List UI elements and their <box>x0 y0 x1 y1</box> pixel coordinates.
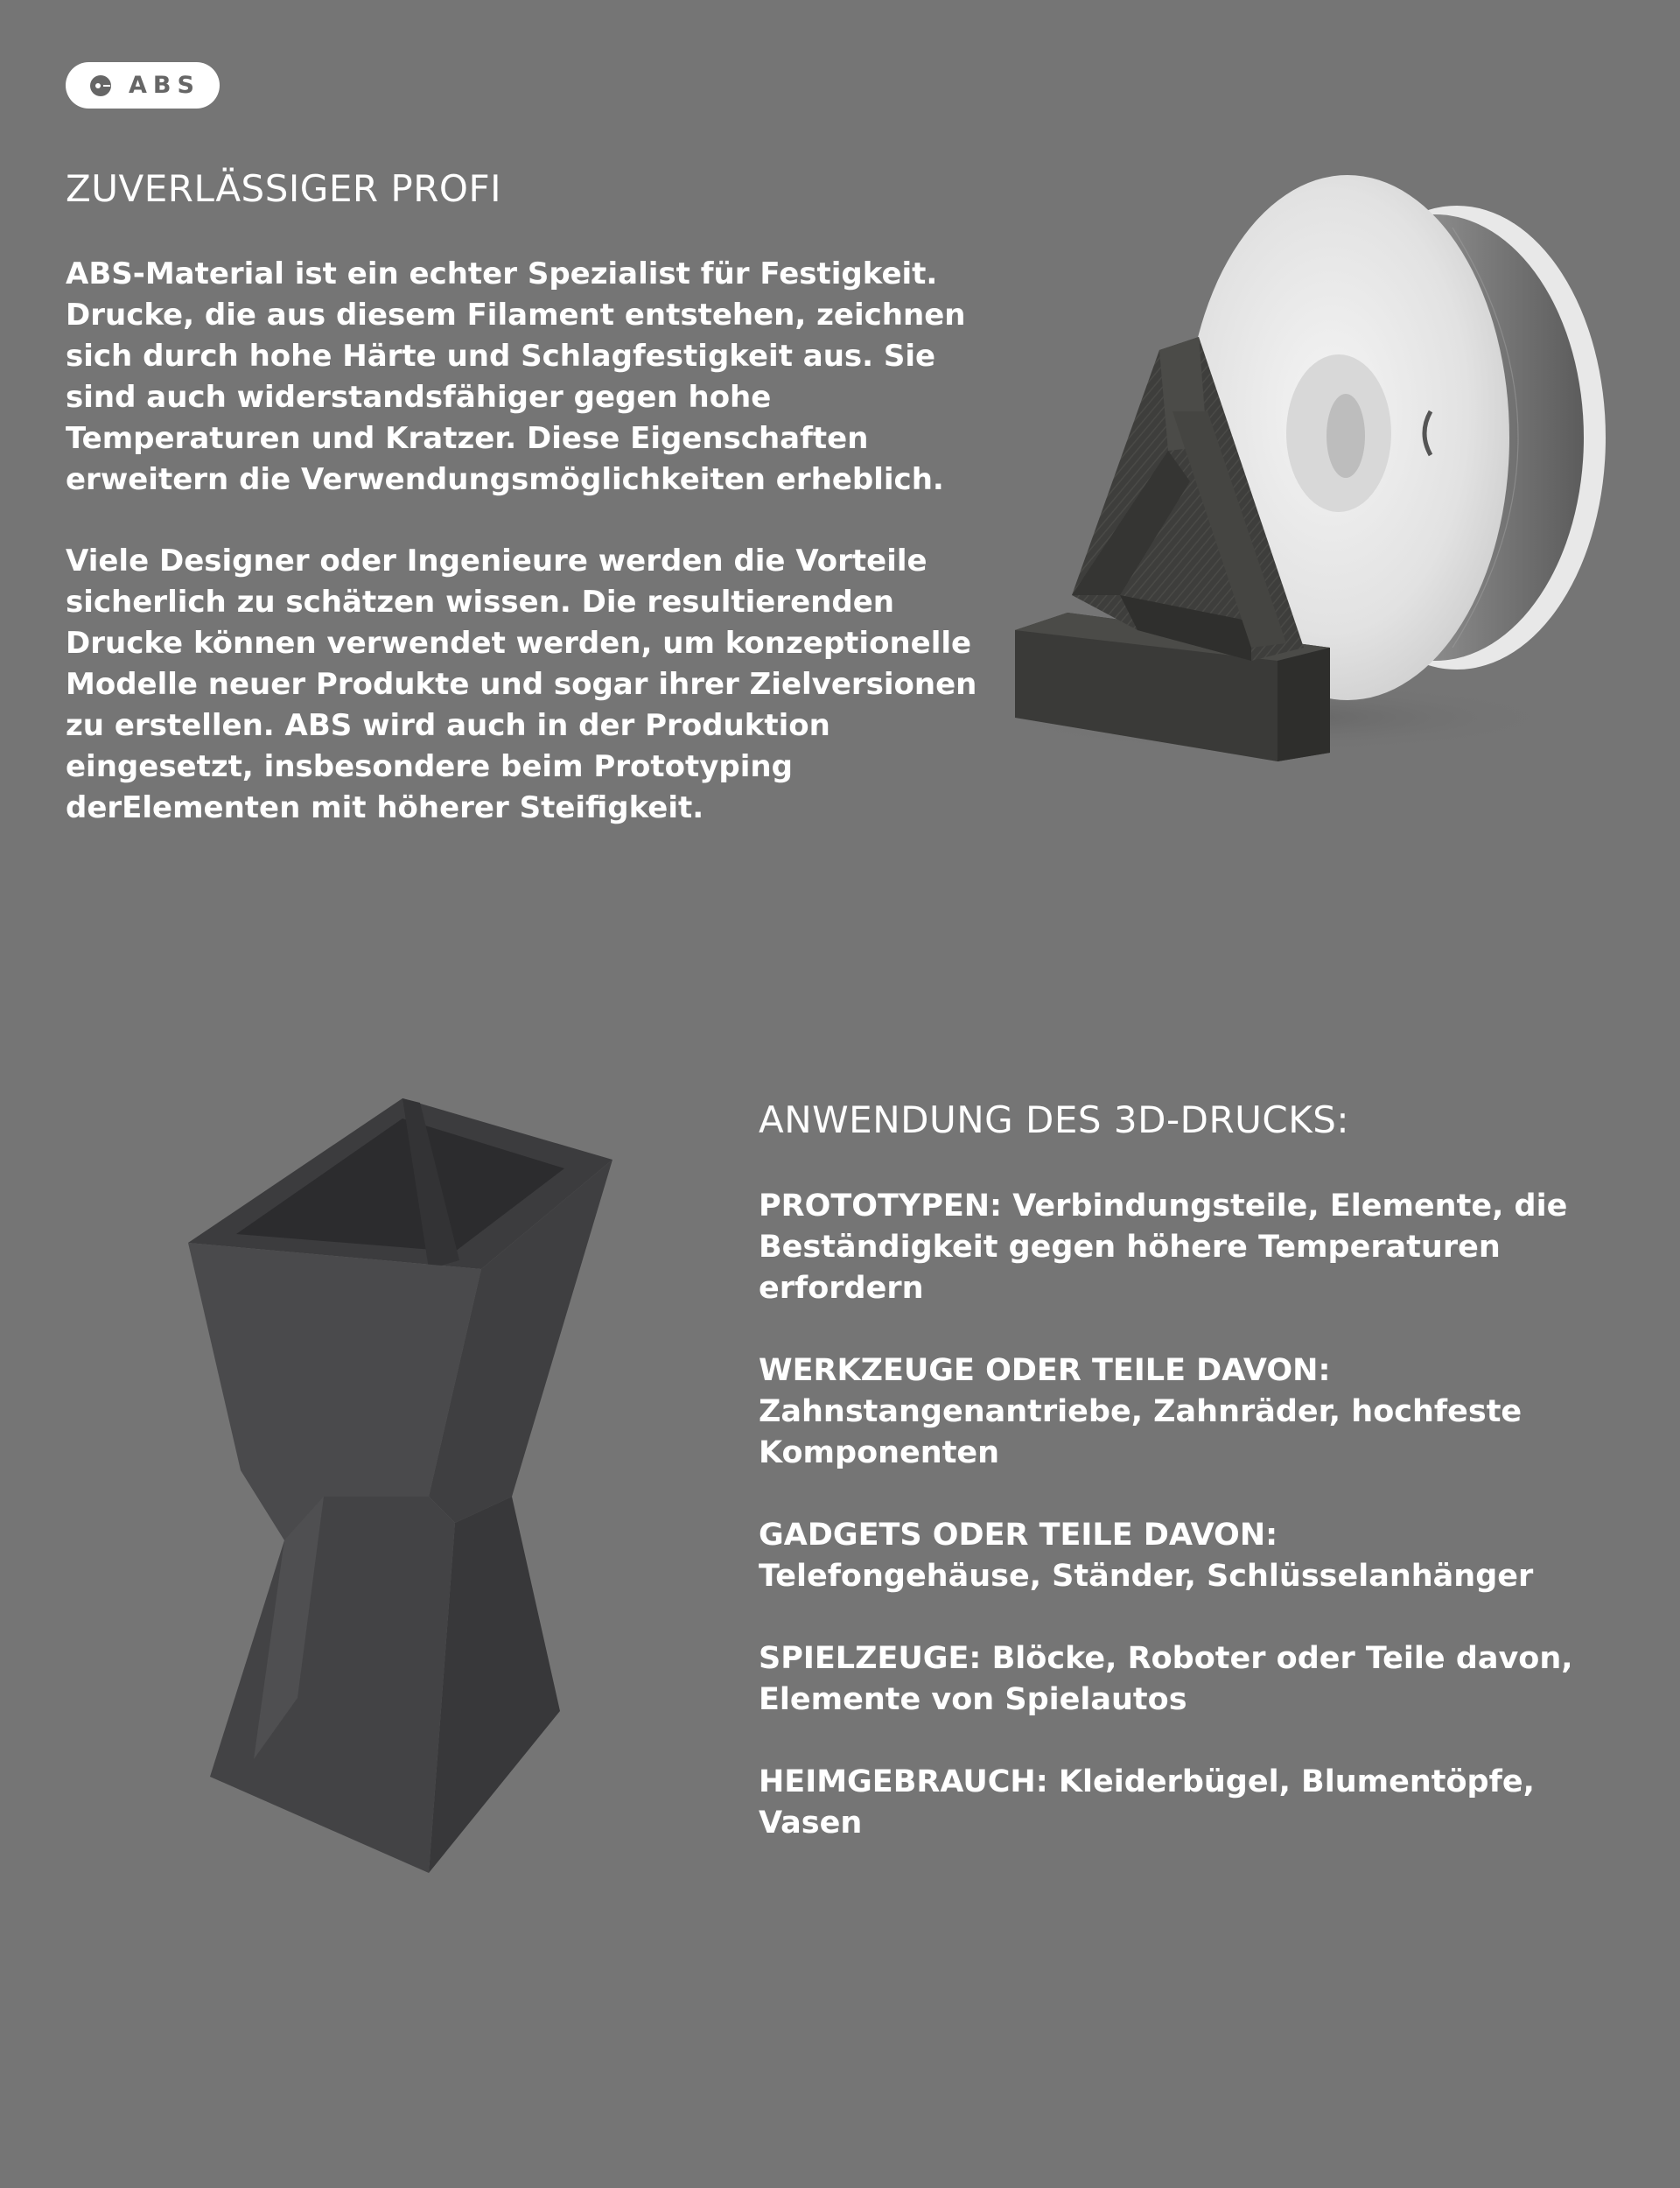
filament-spool-image <box>989 158 1662 788</box>
text-line: erfordern <box>759 1271 924 1306</box>
list-item <box>759 1515 1642 1597</box>
text-line: Modelle neuer Produkte und sogar ihrer Zielversionen <box>66 667 977 702</box>
text-line: sind auch widerstandsfähiger gegen hohe <box>66 380 772 415</box>
applications-heading: ANWENDUNG DES 3D-DRUCKS: <box>759 1098 1350 1141</box>
intro-paragraph-2 <box>66 541 1028 829</box>
text-line: SPIELZEUGE: Blöcke, Roboter oder Teile davon, <box>759 1641 1573 1676</box>
text-line: erweitern die Verwendungsmöglichkeiten erheblich. <box>66 462 944 497</box>
text-line: zu erstellen. ABS wird auch in der Produktion <box>66 708 830 743</box>
text-line: Zahnstangenantriebe, Zahnräder, hochfeste <box>759 1394 1522 1429</box>
text-line: eingesetzt, insbesondere beim Prototyping <box>66 749 793 784</box>
text-line: Viele Designer oder Ingenieure werden die Vorteile <box>66 543 928 579</box>
list-item <box>759 1350 1642 1474</box>
twisted-vase-image <box>166 1085 656 1890</box>
text-line: HEIMGEBRAUCH: Kleiderbügel, Blumentöpfe, <box>759 1764 1535 1799</box>
material-badge <box>66 62 220 109</box>
text-line: derElementen mit höherer Steifigkeit. <box>66 790 704 825</box>
text-line: Vasen <box>759 1806 863 1841</box>
text-line: WERKZEUGE ODER TEILE DAVON: <box>759 1353 1331 1388</box>
text-line: Komponenten <box>759 1435 1000 1470</box>
text-line: ABS-Material ist ein echter Spezialist für Festigkeit. <box>66 256 938 291</box>
text-line: Drucke können verwendet werden, um konzeptionelle <box>66 626 972 661</box>
list-item <box>759 1762 1642 1844</box>
list-item <box>759 1638 1642 1721</box>
text-line: PROTOTYPEN: Verbindungsteile, Elemente, die <box>759 1189 1568 1224</box>
text-line: sich durch hohe Härte und Schlagfestigkeit aus. Sie <box>66 339 936 374</box>
material-label: ABS <box>129 72 200 99</box>
applications-list <box>759 1186 1642 1885</box>
text-line: Temperaturen und Kratzer. Diese Eigenschaften <box>66 421 869 456</box>
list-item <box>759 1186 1642 1309</box>
intro-heading: ZUVERLÄSSIGER PROFI <box>66 167 501 210</box>
text-line: Elemente von Spielautos <box>759 1682 1187 1717</box>
text-line: Beständigkeit gegen höhere Temperaturen <box>759 1230 1501 1265</box>
intro-paragraph-1 <box>66 254 1028 501</box>
text-line: sicherlich zu schätzen wissen. Die resultierenden <box>66 585 894 620</box>
text-line: GADGETS ODER TEILE DAVON: <box>759 1518 1278 1553</box>
filament-icon <box>88 74 113 98</box>
text-line: Telefongehäuse, Ständer, Schlüsselanhänger <box>759 1559 1534 1594</box>
text-line: Drucke, die aus diesem Filament entstehen, zeichnen <box>66 298 966 333</box>
